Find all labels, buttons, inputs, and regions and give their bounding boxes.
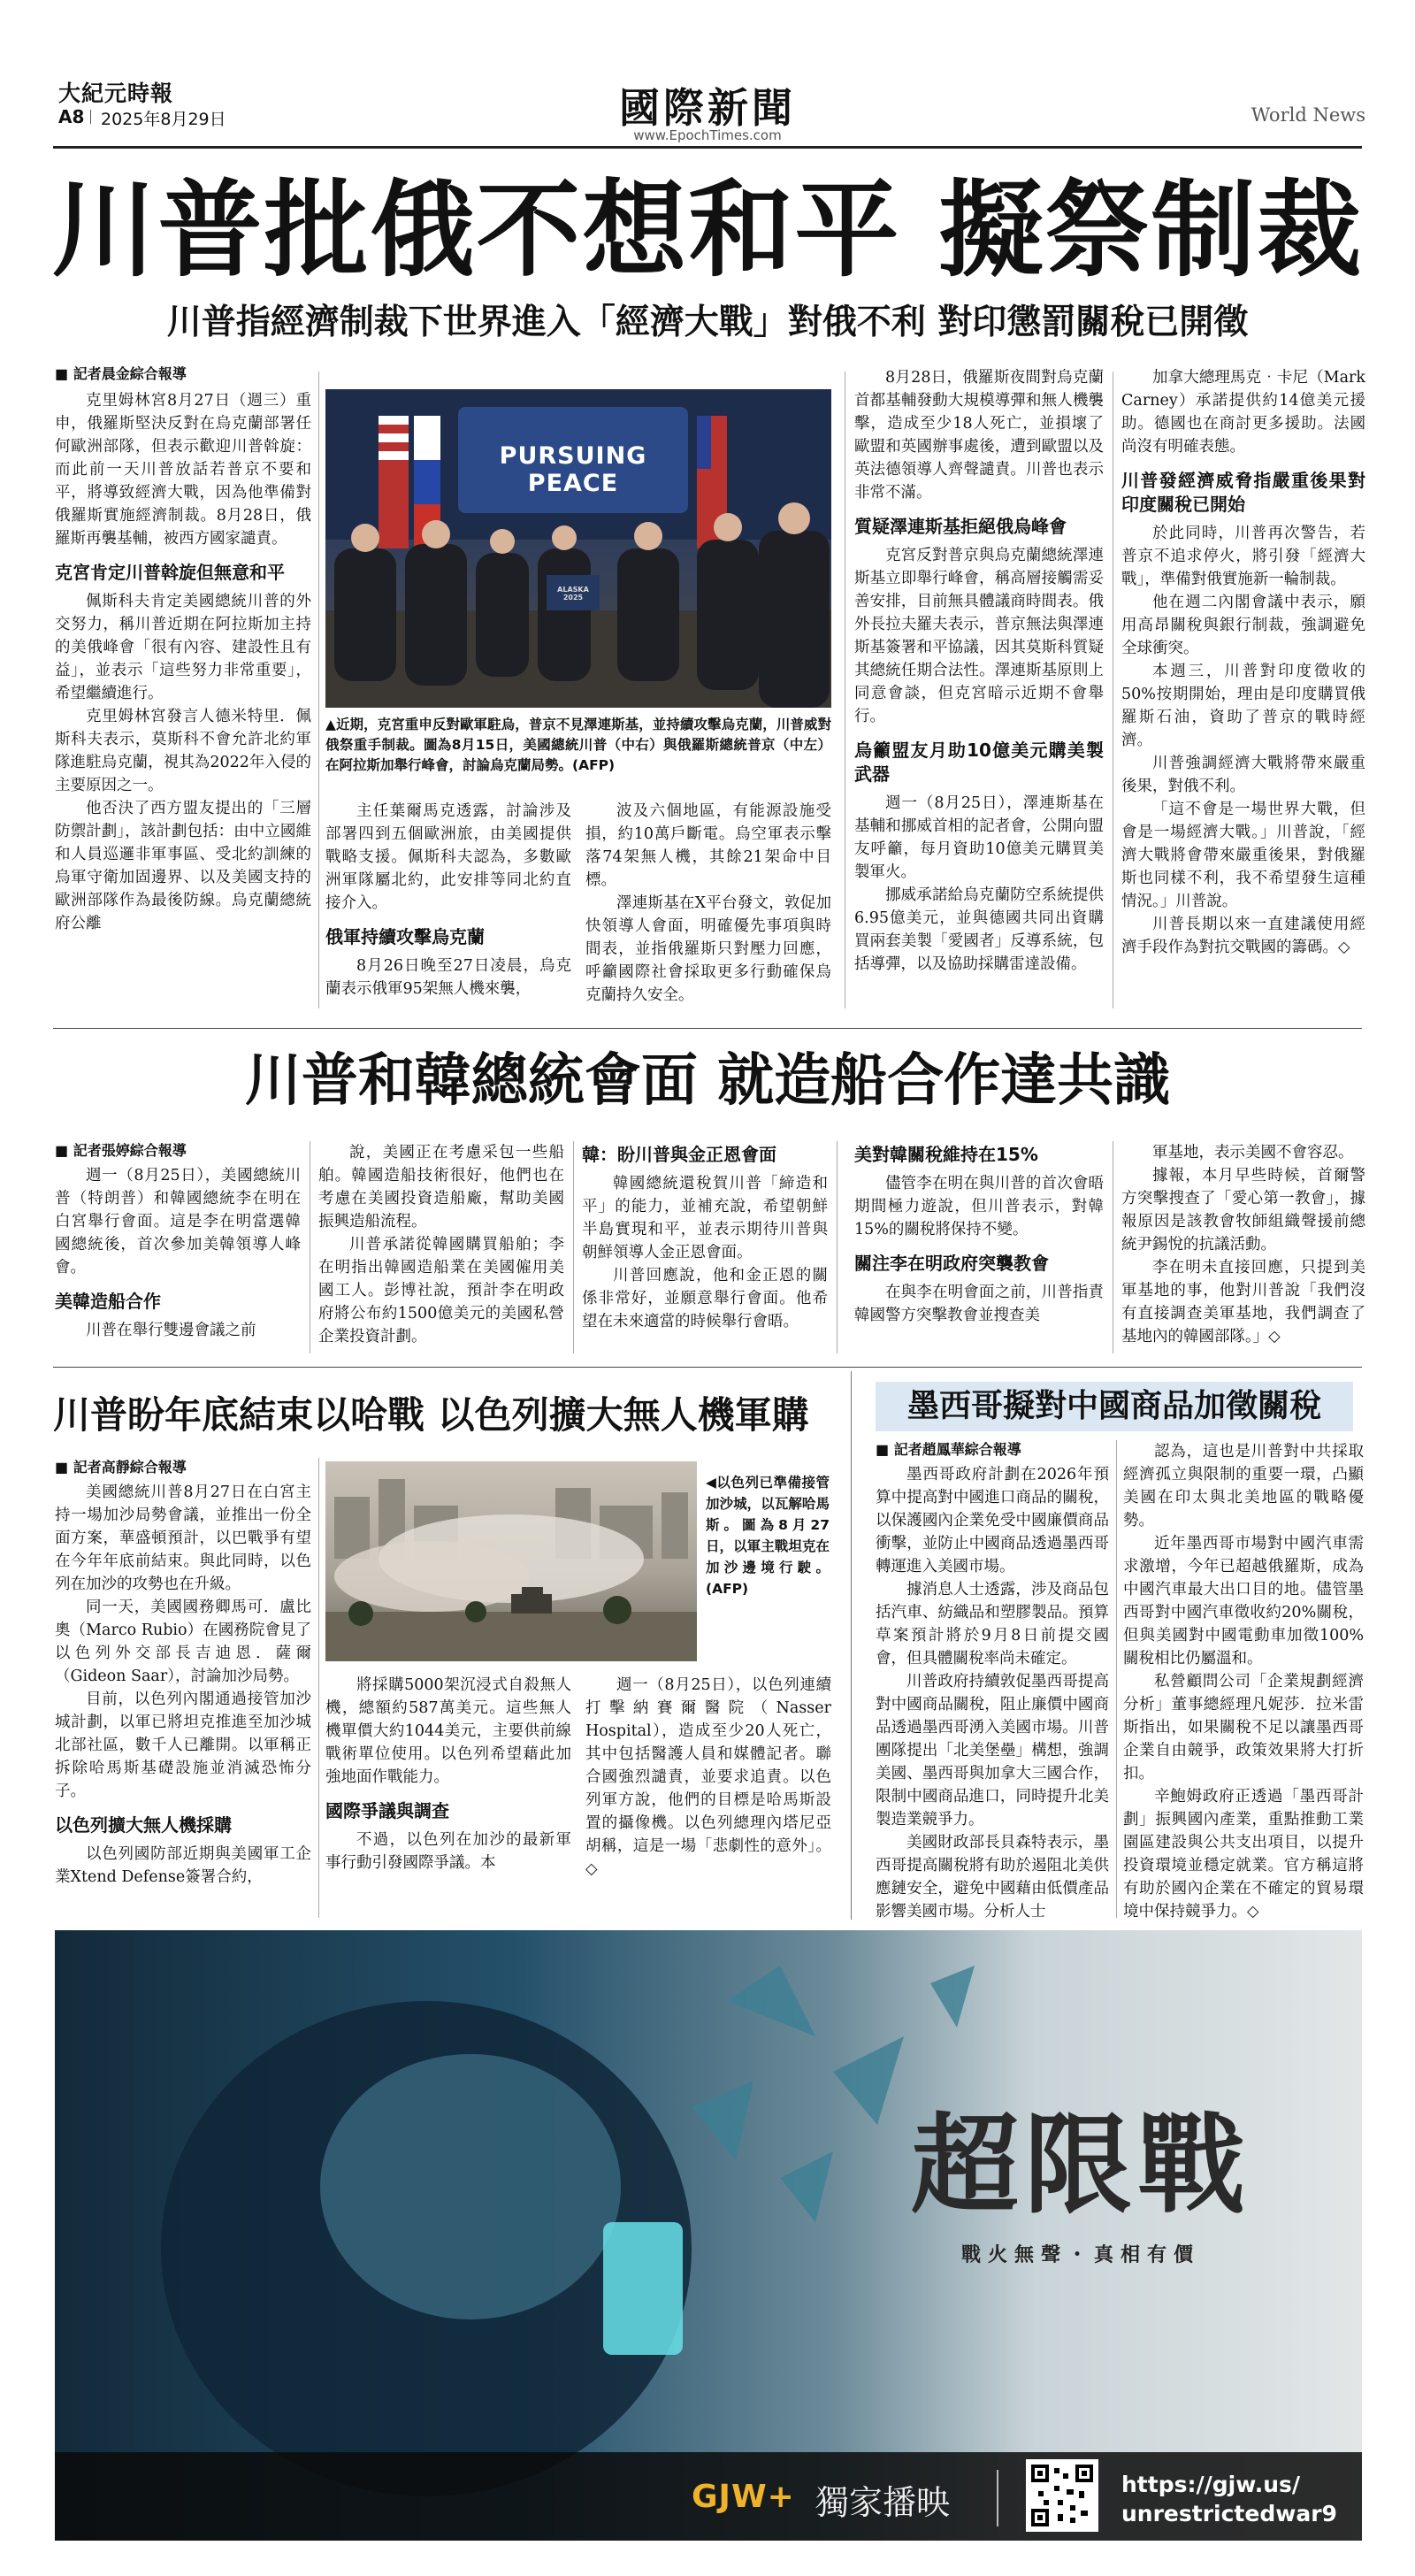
subheading: 美韓造船合作: [55, 1291, 161, 1312]
subheading: 美對韓關稅維持在15%: [854, 1144, 1038, 1165]
ad-separator: [997, 2470, 998, 2526]
section-rule: [53, 1367, 1362, 1368]
qr-code-icon[interactable]: [1026, 2459, 1098, 2532]
subheading: 川普發經濟威脅指嚴重後果對印度關稅已開始: [1121, 470, 1365, 515]
story3-col1: [55, 1481, 311, 1920]
paragraph: 週一（8月25日），美國總統川普（特朗普）和韓國總統李在明在白宮舉行會面。這是李在明當選韓國總統後，首次參加美韓領導人峰會。: [55, 1167, 301, 1276]
story1-col1: [55, 389, 311, 1008]
paragraph: 克里姆林宮發言人德米特里．佩斯科夫表示，莫斯科不會允許北約軍隊進駐烏克蘭，視其為2022年入侵的主要原因之一。: [55, 708, 311, 794]
ad-play-label: 獨家播映: [815, 2483, 951, 2522]
story1-photo-caption: ▲近期，克宮重申反對歐軍駐烏，普京不見澤連斯基，並持續攻擊烏克蘭，川普威對俄祭重手制裁。圖為8月15日，美國總統川普（中右）與俄羅斯總統普京（中左）在阿拉斯加舉行峰會，討論烏克蘭局勢。(AFP): [325, 717, 831, 773]
story1-col2: [325, 800, 571, 1008]
divider: [90, 110, 91, 124]
paragraph: 近年墨西哥市場對中國汽車需求激增，今年已超越俄羅斯，成為中國汽車最大出口目的地。儘管墨西哥對中國汽車徵收約20%關稅，但與美國對中國電動車加徵100%關稅相比仍屬溫和。: [1123, 1535, 1364, 1668]
story1-col4: [854, 366, 1104, 1008]
paragraph: 8月28日，俄羅斯夜間對烏克蘭首都基輔發動大規模導彈和無人機襲擊，造成至少18人死亡，並損壞了歐盟和英國辦事處後，遭到歐盟以及英法德領導人齊聲譴責。川普也表示非常不滿。: [854, 369, 1104, 502]
ad-url-line2[interactable]: unrestrictedwar9: [1121, 2501, 1337, 2526]
paragraph: 李在明未直接回應，只提到美軍基地的事，他對川普說「我們沒有直接調查美軍基地，我們調查了基地內的韓國部隊。」◇: [1121, 1259, 1365, 1346]
subheading: 質疑澤連斯基拒絕俄烏峰會: [854, 516, 1067, 537]
story1-col5: [1121, 366, 1365, 1008]
paragraph: 川普承諾從韓國購買船舶；李在明指出韓國造船業在美國僱用美國工人。彭博社說，預計李在明政府將公布約1500億美元的美國私營企業投資計劃。: [318, 1236, 564, 1346]
section-rule: [53, 1028, 1362, 1029]
story4-col1: [876, 1463, 1109, 1920]
subheading: 俄軍持續攻擊烏克蘭: [325, 926, 485, 947]
section-title-en: World News: [1251, 104, 1365, 126]
story2-byline: ■ 記者張婷綜合報導: [55, 1141, 187, 1161]
paragraph: 川普在舉行雙邊會議之前: [86, 1322, 256, 1339]
ad-url-line1[interactable]: https://gjw.us/: [1121, 2472, 1301, 2497]
issue-date: 2025年8月29日: [101, 110, 226, 129]
site-url[interactable]: www.EpochTimes.com: [633, 127, 782, 143]
photo-podium-text: ALASKA 2025: [557, 586, 589, 602]
summit-photo: [325, 389, 831, 708]
paragraph: 週一（8月25日），以色列連續打擊納賽爾醫院（Nasser Hospital），造成至少20人死亡，其中包括醫護人員和媒體記者。聯合國強烈譴責，並要求追責。以色列軍方說，他們的目標是哈馬斯設置的攝像機。以色列總理內塔尼亞胡稱，這是一場「悲劇性的意外」。◇: [585, 1676, 831, 1878]
story3-headline: 川普盼年底結束以哈戰 以色列擴大無人機軍購: [53, 1393, 809, 1437]
paragraph: 於此同時，川普再次警告，若普京不追求停火，將引發「經濟大戰」，準備對俄實施新一輪制裁。: [1121, 525, 1365, 588]
paragraph: 私營顧問公司「企業規劃經濟分析」董事總經理凡妮莎．拉米雷斯指出，如果關稅不足以讓墨西哥企業自由競爭，政策效果將大打折扣。: [1123, 1673, 1364, 1782]
paragraph: 據報，本月早些時候，首爾警方突擊搜查了「愛心第一教會」，據報原因是該教會牧師組織聲援前總統尹錫悅的抗議活動。: [1121, 1167, 1365, 1254]
subheading: 烏籲盟友月助10億美元購美製武器: [854, 740, 1104, 785]
paragraph: 本週三，川普對印度徵收的50%按期開始，理由是印度購買俄羅斯石油，資助了普京的戰時經濟。: [1121, 663, 1365, 749]
masthead: [0, 0, 1415, 143]
paragraph: 軍基地，表示美國不會容忍。: [1152, 1144, 1354, 1162]
column-divider: [851, 1371, 852, 1920]
paragraph: 週一（8月25日），澤連斯基在基輔和挪威首相的記者會，公開向盟友呼籲，每月資助10億美元購買美製軍火。: [854, 794, 1104, 881]
subheading: 國際爭議與調查: [325, 1800, 449, 1821]
story1-headline: 川普批俄不想和平 擬祭制裁: [51, 168, 1364, 291]
paragraph: 認為，這也是川普對中共採取經濟孤立與限制的重要一環，凸顯美國在印太與北美地區的戰略優勢。: [1123, 1443, 1364, 1530]
paragraph: 儘管李在明在與川普的首次會晤期間極力遊說，但川普表示，對韓15%的關稅將保持不變。: [854, 1175, 1104, 1238]
story3-byline: ■ 記者高靜綜合報導: [55, 1458, 187, 1477]
paragraph: 川普回應說，他和金正恩的關係非常好，並願意舉行會面。他希望在未來適當的時候舉行會晤。: [582, 1267, 828, 1330]
story4-col2: [1123, 1440, 1364, 1920]
paragraph: 川普強調經濟大戰將帶來嚴重後果，對俄不利。: [1121, 755, 1365, 795]
story2-col2: [318, 1141, 564, 1359]
story2-col1: [55, 1164, 301, 1359]
column-divider: [1116, 1440, 1117, 1918]
paragraph: 加拿大總理馬克‧卡尼（Mark Carney）承諾提供約14億美元援助。德國也在商討更多援助。法國尚沒有明確表態。: [1121, 369, 1365, 456]
paragraph: 美國財政部長貝森特表示，墨西哥提高關稅將有助於遏阻北美供應鏈安全，避免中國藉由低價產品影響美國市場。分析人士: [876, 1834, 1109, 1920]
paragraph: 目前，以色列內閣通過接管加沙城計劃，以軍已將坦克推進至加沙城北部社區，數千人已離開。以軍稱正拆除哈馬斯基礎設施並消滅恐怖分子。: [55, 1690, 311, 1800]
subheading: 克宮肯定川普斡旋但無意和平: [55, 562, 285, 583]
story2-col3: [582, 1141, 828, 1359]
gaza-photo-illustration: [325, 1461, 697, 1661]
paragraph: 「這不會是一場世界大戰，但會是一場經濟大戰。」川普說，「經濟大戰將會帶來嚴重後果，對俄羅斯也同樣不利，我不希望發生這種情況。」川普說。: [1121, 801, 1365, 910]
column-divider: [573, 1141, 574, 1353]
section-title: 國際新聞: [619, 84, 796, 132]
masthead-rule: [53, 146, 1362, 149]
subheading: 以色列擴大無人機採購: [55, 1814, 232, 1836]
summit-photo-illustration: [325, 389, 831, 708]
page-number: A8: [58, 106, 85, 127]
story1-byline: ■ 記者晨金綜合報導: [55, 364, 187, 384]
paragraph: 以色列國防部近期與美國軍工企業Xtend Defense簽署合約，: [55, 1845, 311, 1886]
paragraph: 韓國總統還稅賀川普「締造和平」的能力，並補充說，希望朝鮮半島實現和平，並表示期待川普與朝鮮領導人金正恩會面。: [582, 1175, 828, 1261]
story2-headline: 川普和韓總統會面 就造船合作達共識: [244, 1048, 1171, 1114]
story3-photo-caption: ◀以色列已準備接管加沙城，以瓦解哈馬斯。圖為8月27日，以軍主戰坦克在加沙邊境行駛。(AFP): [706, 1475, 830, 1597]
paragraph: 川普政府持續敦促墨西哥提高對中國商品關稅，阻止廉價中國商品透過墨西哥湧入美國市場。川普團隊提出「北美堡壘」構想，強調美國、墨西哥與加拿大三國合作，限制中國商品進口，同時提升北美製造業競爭力。: [876, 1673, 1109, 1828]
paragraph: 美國總統川普8月27日在白宮主持一場加沙局勢會議，並推出一份全面方案，華盛頓預計，以巴戰爭有望在今年年底前結束。與此同時，以色列在加沙的攻勢也在升級。: [55, 1484, 311, 1593]
column-divider: [837, 1141, 838, 1353]
paragraph: 佩斯科夫肯定美國總統川普的外交努力，稱川普近期在阿拉斯加主持的美俄峰會「很有內容、建設性且有益」，並表示「這些努力非常重要」，希望繼續進行。: [55, 593, 311, 702]
story3-col2: [325, 1674, 571, 1920]
brand-logo: GJW+: [692, 2479, 795, 2515]
paragraph: 在與李在明會面之前，川普指責韓國警方突擊教會並搜查美: [854, 1284, 1104, 1324]
paragraph: 川普長期以來一直建議使用經濟手段作為對抗交戰國的籌碼。◇: [1121, 916, 1365, 956]
gaza-photo: [325, 1461, 697, 1661]
paragraph: 克里姆林宮8月27日（週三）重申，俄羅斯堅決反對在烏克蘭部署任何歐洲部隊，但表示歡迎川普斡旋：而此前一天川普放話若普京不要和平，將導致經濟大戰，因為他準備對俄羅斯實施經濟制裁。8月28日，俄羅斯再襲基輔，被西方國家譴責。: [55, 392, 311, 548]
story3-col3: [585, 1674, 831, 1920]
story4-byline: ■ 記者趙鳳華綜合報導: [876, 1440, 1021, 1460]
paragraph: 說，美國正在考慮采包一些船舶。韓國造船技術很好，他們也在考慮在美國投資造船廠，幫助美國振興造船流程。: [318, 1144, 564, 1230]
qr-code-pattern: [1031, 2465, 1093, 2526]
paragraph: 將採購5000架沉浸式自殺無人機，總額約587萬美元。這些無人機單價大約1044美元，主要供前線戰術單位使用。以色列希望藉此加強地面作戰能力。: [325, 1676, 571, 1786]
logo: 大紀元時報: [58, 80, 174, 106]
ad-illustration: [55, 1930, 1362, 2541]
paragraph: 辛鮑姆政府正透過「墨西哥計劃」振興國內產業，重點推動工業園區建設與公共支出項目，以提升投資環境並穩定就業。官方稱這將有助於國內企業在不確定的貿易環境中保持競爭力。◇: [1123, 1788, 1364, 1920]
paragraph: 他否決了西方盟友提出的「三層防禦計劃」，該計劃包括：由中立國維和人員巡邏非軍事區、受北約訓練的烏軍守衛加固邊界、以及美國支持的歐洲部隊作為最後防線。烏克蘭總統府公離: [55, 800, 311, 932]
paragraph: 8月26日晚至27日凌晨，烏克蘭表示俄軍95架無人機來襲，: [325, 957, 571, 998]
photo-banner-text: PURSUING PEACE: [499, 442, 647, 497]
ad-tagline: 戰火無聲・真相有價: [960, 2244, 1200, 2266]
story2-col4: [854, 1141, 1104, 1359]
ad-banner[interactable]: [55, 1930, 1362, 2541]
paragraph: 澤連斯基在X平台發文，敦促加快領導人會面，明確優先事項與時間表，並指俄羅斯只對壓力回應，呼籲國際社會採取更多行動確保烏克蘭持久安全。: [585, 894, 831, 1004]
subheading: 關注李在明政府突襲教會: [854, 1253, 1049, 1274]
story4-headline: 墨西哥擬對中國商品加徵關稅: [876, 1382, 1353, 1431]
story1-subhead: 川普指經濟制裁下世界進入「經濟大戰」對俄不利 對印懲罰關稅已開徵: [166, 303, 1249, 342]
ad-title: 超限戰: [911, 2101, 1251, 2228]
column-divider: [318, 1458, 319, 1918]
paragraph: 波及六個地區，有能源設施受損，約10萬戶斷電。烏空軍表示擊落74架無人機，其餘21架命中目標。: [585, 802, 831, 889]
story2-col5: [1121, 1141, 1365, 1359]
story1-col3: [585, 800, 831, 1008]
paragraph: 不過，以色列在加沙的最新軍事行動引發國際爭議。本: [325, 1831, 571, 1872]
paragraph: 他在週二內閣會議中表示，願用高昂關稅與銀行制裁，強調避免全球衝突。: [1121, 594, 1365, 657]
paragraph: 據消息人士透露，涉及商品包括汽車、紡織品和塑膠製品。預算草案預計將於9月8日前提交國會，但具體關稅率尚未確定。: [876, 1581, 1109, 1668]
paragraph: 主任葉爾馬克透露，討論涉及部署四到五個歐洲旅，由美國提供戰略支援。佩斯科夫認為，多數歐洲軍隊屬北約，此安排等同北約直接介入。: [325, 802, 571, 912]
paragraph: 挪威承諾給烏克蘭防空系統提供6.95億美元，並與德國共同出資購買兩套美製「愛國者」反導系統，包括導彈，以及協助採購雷達設備。: [854, 886, 1104, 973]
paragraph: 同一天，美國國務卿馬可．盧比奧（Marco Rubio）在國務院會見了以色列外交部長吉迪恩．薩爾（Gideon Saar），討論加沙局勢。: [55, 1598, 311, 1685]
column-divider: [318, 372, 319, 1008]
paragraph: 墨西哥政府計劃在2026年預算中提高對中國進口商品的關稅，以保護國內企業免受中國廉價商品衝擊，並防止中國商品透過墨西哥轉運進入美國市場。: [876, 1466, 1109, 1576]
paragraph: 克宮反對普京與烏克蘭總統澤連斯基立即舉行峰會，稱高層接觸需妥善安排，目前無具體議商時間表。俄外長拉夫羅夫表示，普京無法與澤連斯基簽署和平協議，因其莫斯科質疑其總統任期合法性。澤連斯基原則上同意會談，但克宮暗示近期不會舉行。: [854, 547, 1104, 725]
subheading: 韓：盼川普與金正恩會面: [582, 1144, 776, 1165]
